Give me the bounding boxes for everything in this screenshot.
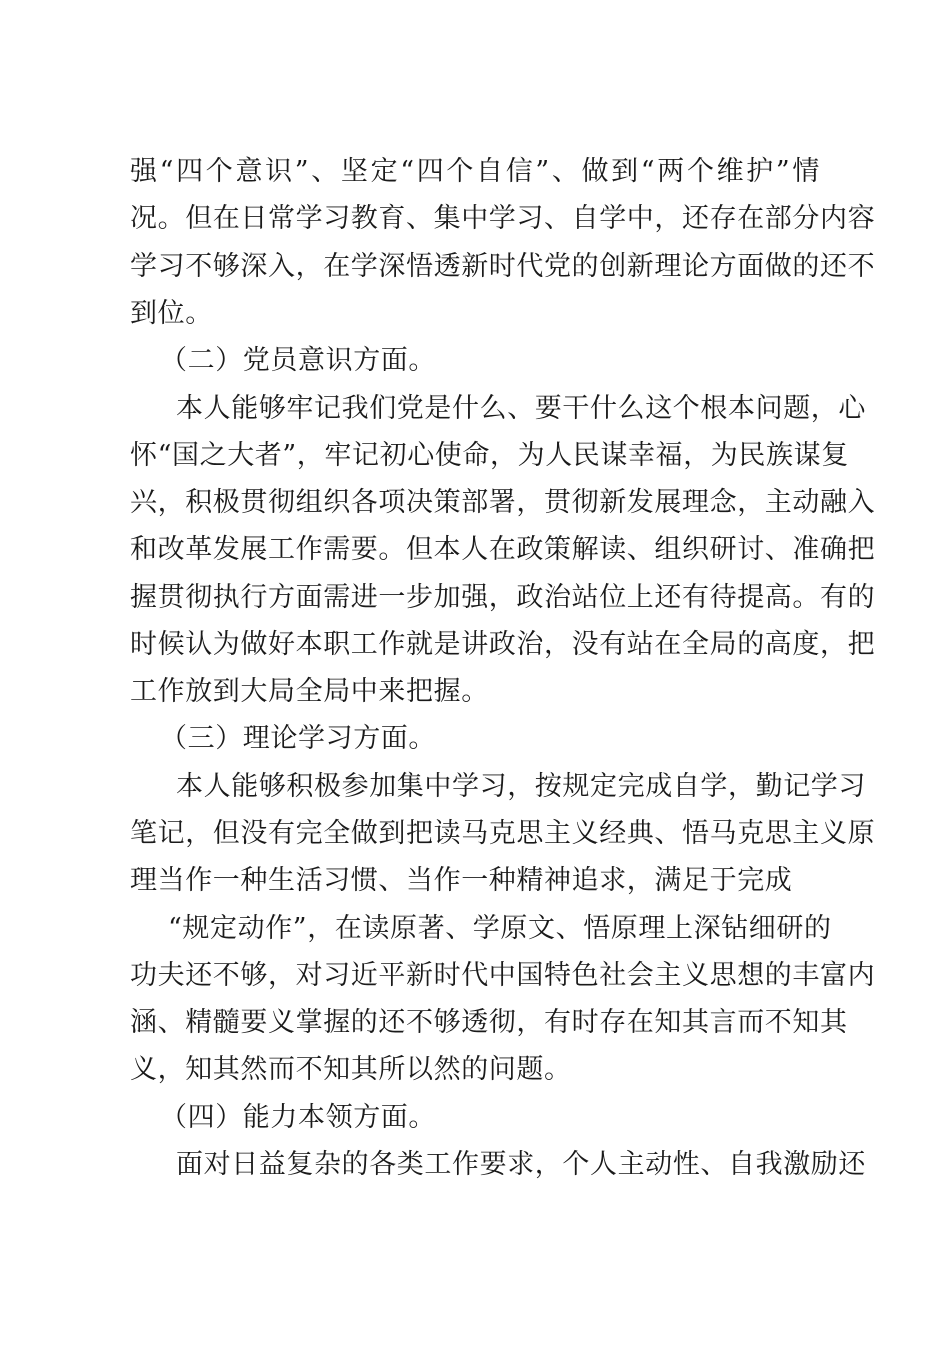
paragraph-line: 义，知其然而不知其所以然的问题。 (130, 1054, 572, 1085)
paragraph-line: 和改革发展工作需要。但本人在政策解读、组织研讨、准确把 (130, 534, 876, 565)
section-heading: （四）能力本领方面。 (160, 1102, 436, 1133)
paragraph-line: 面对日益复杂的各类工作要求，个人主动性、自我激励还 (176, 1149, 866, 1180)
paragraph-line: 学习不够深入，在学深悟透新时代党的创新理论方面做的还不 (130, 251, 876, 282)
paragraph-line: 功夫还不够，对习近平新时代中国特色社会主义思想的丰富内 (130, 960, 876, 991)
paragraph-line: 握贯彻执行方面需进一步加强，政治站位上还有待提高。有的 (130, 582, 876, 613)
paragraph-line: 本人能够积极参加集中学习，按规定完成自学，勤记学习 (176, 771, 866, 802)
paragraph-line: 本人能够牢记我们党是什么、要干什么这个根本问题，心 (176, 393, 866, 424)
paragraph-line: 强“四个意识”、坚定“四个自信”、做到“两个维护”情 (130, 156, 820, 187)
section-heading: （二）党员意识方面。 (160, 345, 436, 376)
paragraph-line: 工作放到大局全局中来把握。 (130, 676, 489, 707)
paragraph-line: 理当作一种生活习惯、当作一种精神追求，满足于完成 (130, 865, 793, 896)
paragraph-line: 笔记，但没有完全做到把读马克思主义经典、悟马克思主义原 (130, 818, 876, 849)
paragraph-line: “规定动作”，在读原著、学原文、悟原理上深钻细研的 (168, 913, 832, 944)
paragraph-line: 兴，积极贯彻组织各项决策部署，贯彻新发展理念，主动融入 (130, 487, 876, 518)
paragraph-line: 况。但在日常学习教育、集中学习、自学中，还存在部分内容 (130, 203, 876, 234)
paragraph-line: 怀“国之大者”，牢记初心使命，为人民谋幸福，为民族谋复 (130, 440, 849, 471)
section-heading: （三）理论学习方面。 (160, 723, 436, 754)
paragraph-line: 时候认为做好本职工作就是讲政治，没有站在全局的高度，把 (130, 629, 876, 660)
paragraph-line: 涵、精髓要义掌握的还不够透彻，有时存在知其言而不知其 (130, 1007, 848, 1038)
paragraph-line: 到位。 (130, 298, 213, 329)
